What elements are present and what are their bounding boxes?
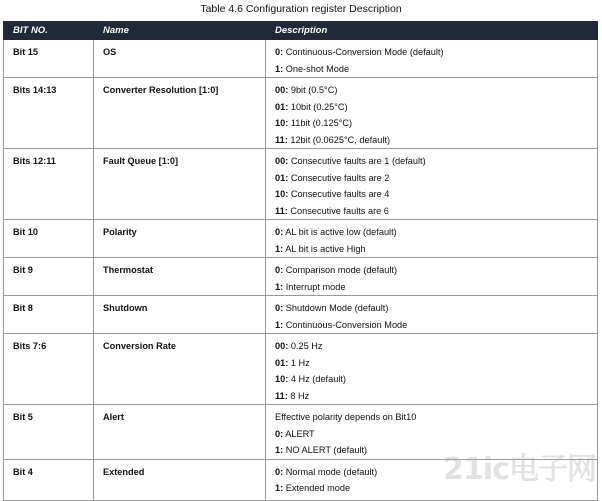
config-register-table [3, 21, 598, 501]
table-header-row [4, 22, 598, 40]
description-line [275, 115, 591, 132]
value-code: 1: [275, 483, 283, 493]
value-text: Normal mode (default) [283, 467, 377, 477]
value-code: 0: [275, 467, 283, 477]
description-line [275, 132, 591, 149]
description-cell [266, 78, 598, 149]
table-row [4, 149, 598, 220]
table-row [4, 334, 598, 405]
value-code: 0: [275, 429, 283, 439]
description-cell [266, 296, 598, 334]
table-row [4, 296, 598, 334]
field-name-cell: Extended [94, 459, 266, 500]
description-line [275, 186, 591, 203]
description-line [275, 61, 591, 78]
value-text: 1 Hz [288, 358, 309, 368]
field-name-cell: Converter Resolution [1:0] [94, 78, 266, 149]
bit-number-cell: Bit 10 [4, 220, 94, 258]
value-text: 11bit (0.125°C) [288, 118, 352, 128]
value-text: Extended mode [283, 483, 350, 493]
value-code: 00: [275, 156, 288, 166]
value-code: 01: [275, 173, 288, 183]
description-cell [266, 334, 598, 405]
value-text: AL bit is active low (default) [283, 227, 397, 237]
value-text: ALERT [283, 429, 315, 439]
value-text: NO ALERT (default) [283, 445, 367, 455]
value-text: Consecutive faults are 2 [288, 173, 389, 183]
watermark-logo: 21ic电子网 [443, 444, 596, 488]
value-text: Shutdown Mode (default) [283, 303, 388, 313]
value-code: 01: [275, 102, 288, 112]
value-code: 0: [275, 227, 283, 237]
description-line [275, 241, 591, 258]
description-cell [266, 220, 598, 258]
bit-number-cell: Bit 8 [4, 296, 94, 334]
value-text: Consecutive faults are 4 [288, 189, 389, 199]
description-line [275, 338, 591, 355]
description-line [275, 355, 591, 372]
description-cell [266, 258, 598, 296]
value-text: 9bit (0.5°C) [288, 85, 337, 95]
bit-number-cell: Bits 7:6 [4, 334, 94, 405]
value-code: 0: [275, 303, 283, 313]
table-body [4, 40, 598, 501]
value-text: Interrupt mode [283, 282, 345, 292]
description-line [275, 300, 591, 317]
description-line [275, 409, 591, 426]
description-line [275, 44, 591, 61]
table-caption: Table 4.6 Configuration register Description [0, 3, 602, 15]
value-text: Effective polarity depends on Bit10 [275, 412, 416, 422]
description-cell [266, 40, 598, 78]
value-text: 0.25 Hz [288, 341, 322, 351]
value-code: 1: [275, 282, 283, 292]
description-line [275, 317, 591, 334]
field-name-cell: Thermostat [94, 258, 266, 296]
description-cell [266, 149, 598, 220]
table-row [4, 78, 598, 149]
value-code: 11: [275, 135, 288, 145]
value-text: Comparison mode (default) [283, 265, 397, 275]
bit-number-cell: Bits 14:13 [4, 78, 94, 149]
value-code: 10: [275, 374, 288, 384]
description-line [275, 388, 591, 405]
value-code: 11: [275, 391, 288, 401]
header-description: Description [266, 22, 598, 40]
value-text: 10bit (0.25°C) [288, 102, 347, 112]
description-line [275, 426, 591, 443]
bit-number-cell: Bit 5 [4, 405, 94, 460]
field-name-cell: Fault Queue [1:0] [94, 149, 266, 220]
bit-number-cell: Bit 9 [4, 258, 94, 296]
bit-number-cell: Bit 15 [4, 40, 94, 78]
value-text: Continuous-Conversion Mode (default) [283, 47, 443, 57]
value-code: 0: [275, 265, 283, 275]
description-line [275, 153, 591, 170]
table-row [4, 220, 598, 258]
description-line [275, 170, 591, 187]
description-line [275, 262, 591, 279]
value-text: One-shot Mode [283, 64, 349, 74]
value-text: 4 Hz (default) [288, 374, 346, 384]
value-text: 12bit (0.0625°C, default) [288, 135, 390, 145]
table-row [4, 40, 598, 78]
value-text: 8 Hz [288, 391, 309, 401]
bit-number-cell: Bit 4 [4, 459, 94, 500]
field-name-cell: Shutdown [94, 296, 266, 334]
value-code: 11: [275, 206, 288, 216]
value-code: 10: [275, 189, 288, 199]
table-row [4, 258, 598, 296]
description-line [275, 82, 591, 99]
description-line [275, 203, 591, 220]
field-name-cell: Conversion Rate [94, 334, 266, 405]
description-line [275, 371, 591, 388]
value-code: 1: [275, 244, 283, 254]
field-name-cell: Alert [94, 405, 266, 460]
description-line [275, 99, 591, 116]
value-text: Consecutive faults are 6 [288, 206, 389, 216]
header-bit-no: BIT NO. [4, 22, 94, 40]
value-code: 10: [275, 118, 288, 128]
value-code: 1: [275, 64, 283, 74]
value-code: 01: [275, 358, 288, 368]
field-name-cell: Polarity [94, 220, 266, 258]
value-text: AL bit is active High [283, 244, 365, 254]
bit-number-cell: Bits 12:11 [4, 149, 94, 220]
value-code: 1: [275, 320, 283, 330]
value-code: 00: [275, 85, 288, 95]
value-code: 1: [275, 445, 283, 455]
value-code: 0: [275, 47, 283, 57]
header-name: Name [94, 22, 266, 40]
field-name-cell: OS [94, 40, 266, 78]
value-code: 00: [275, 341, 288, 351]
description-line [275, 279, 591, 296]
value-text: Consecutive faults are 1 (default) [288, 156, 425, 166]
value-text: Continuous-Conversion Mode [283, 320, 407, 330]
description-line [275, 224, 591, 241]
